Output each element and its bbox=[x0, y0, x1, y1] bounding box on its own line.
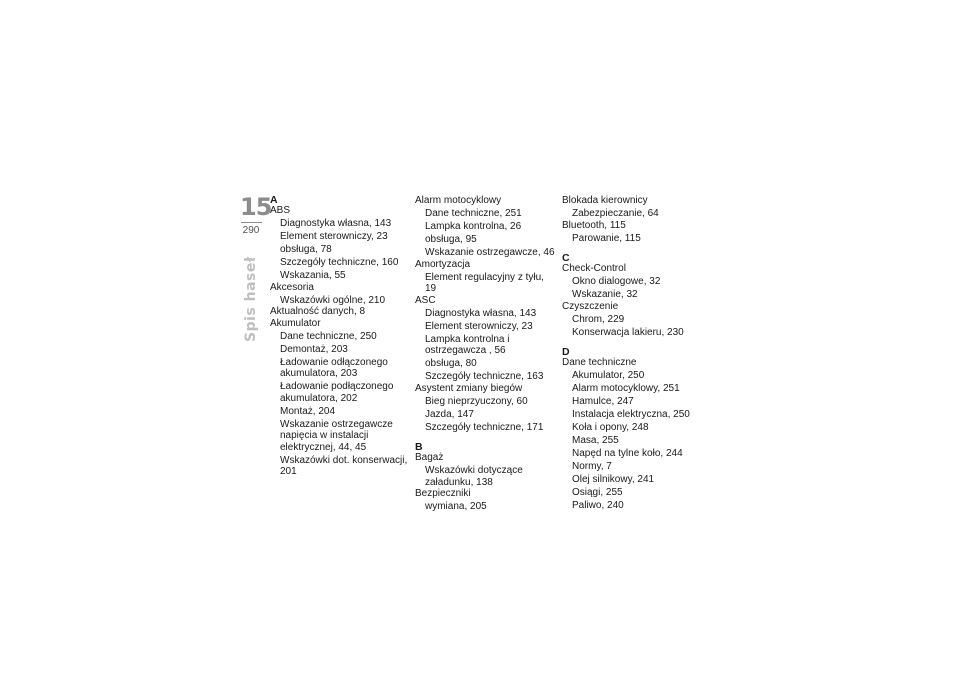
index-entry bbox=[562, 357, 702, 512]
index-subentry: Lampka kontrolna, 26 bbox=[425, 221, 522, 232]
index-subentry: Demontaż, 203 bbox=[280, 343, 348, 355]
index-subentry: Element sterowniczy, 23 bbox=[280, 231, 388, 242]
index-term: Blokada kierownicy bbox=[562, 195, 648, 206]
index-letter: B bbox=[415, 441, 423, 453]
chapter-rule bbox=[241, 222, 262, 223]
index-subentry: obsługa, 78 bbox=[280, 244, 332, 255]
index-term: Akcesoria bbox=[270, 281, 314, 293]
index-subentry: Dane techniczne, 250 bbox=[280, 330, 377, 342]
index-subentry: Osiągi, 255 bbox=[572, 487, 623, 498]
index-letter: D bbox=[562, 346, 570, 358]
index-subentry: Akumulator, 250 bbox=[572, 370, 645, 381]
index-term: Dane techniczne bbox=[562, 357, 637, 368]
index-subentry: obsługa, 95 bbox=[425, 234, 477, 245]
index-entry bbox=[415, 259, 555, 295]
index-term: Bagaż bbox=[415, 452, 444, 463]
index-subentry: Szczegóły techniczne, 163 bbox=[425, 371, 544, 382]
index-subentry: Wskazania, 55 bbox=[280, 270, 346, 281]
index-term: Alarm motocyklowy bbox=[415, 195, 502, 206]
index-term: Aktualność danych, 8 bbox=[270, 306, 366, 317]
index-term: Check-Control bbox=[562, 263, 626, 274]
index-term: Amortyzacja bbox=[415, 258, 471, 270]
index-entry bbox=[270, 306, 410, 318]
index-subentry: Wskazanie ostrzegawcze napięcia w instalacji elektrycznej, 44, 45 bbox=[280, 418, 393, 453]
index-entry bbox=[415, 195, 555, 259]
index-term: Bluetooth, 115 bbox=[562, 219, 626, 231]
index-term: ASC bbox=[415, 294, 436, 306]
index-subentry: Wskazówki dot. konserwacji, 201 bbox=[280, 454, 408, 477]
index-subentry: Chrom, 229 bbox=[572, 313, 625, 325]
index-subentry: Koła i opony, 248 bbox=[572, 422, 649, 433]
index-entry bbox=[270, 318, 410, 478]
index-entry bbox=[562, 220, 702, 245]
index-entry bbox=[415, 452, 555, 488]
index-subentry: Wskazanie ostrzegawcze, 46 bbox=[425, 247, 555, 258]
index-subentry: Zabezpieczanie, 64 bbox=[572, 208, 659, 219]
index-entry bbox=[270, 282, 410, 307]
index-subentry: Bieg nieprzyuczony, 60 bbox=[425, 395, 528, 407]
index-subentry: Montaż, 204 bbox=[280, 405, 336, 417]
index-subentry: Element regulacyjny z tyłu, 19 bbox=[425, 271, 544, 294]
index-subentry: Normy, 7 bbox=[572, 461, 612, 472]
index-column-3 bbox=[562, 195, 702, 512]
index-entry bbox=[562, 301, 702, 339]
index-subentry: Alarm motocyklowy, 251 bbox=[572, 383, 680, 394]
index-subentry: Element sterowniczy, 23 bbox=[425, 320, 533, 332]
index-entry bbox=[270, 205, 410, 282]
page-number: 290 bbox=[242, 225, 260, 236]
index-subentry: Konserwacja lakieru, 230 bbox=[572, 326, 684, 338]
index-entry bbox=[562, 195, 702, 220]
index-subentry: Szczegóły techniczne, 160 bbox=[280, 257, 399, 268]
index-term: Czyszczenie bbox=[562, 300, 619, 312]
index-subentry: Instalacja elektryczna, 250 bbox=[572, 409, 690, 420]
index-subentry: Dane techniczne, 251 bbox=[425, 208, 522, 219]
index-subentry: Wskazówki ogólne, 210 bbox=[280, 294, 386, 306]
chapter-number: 15 bbox=[240, 193, 272, 221]
index-subentry: Okno dialogowe, 32 bbox=[572, 276, 661, 287]
index-subentry: Szczegóły techniczne, 171 bbox=[425, 421, 544, 433]
section-title: Spis haseł bbox=[243, 256, 259, 342]
index-entry bbox=[415, 295, 555, 383]
index-subentry: Parowanie, 115 bbox=[572, 232, 641, 244]
index-subentry: Diagnostyka własna, 143 bbox=[280, 218, 392, 229]
index-subentry: Wskazanie, 32 bbox=[572, 289, 638, 300]
index-subentry: Ładowanie odłączonego akumulatora, 203 bbox=[280, 356, 388, 379]
index-subentry: Olej silnikowy, 241 bbox=[572, 474, 655, 485]
index-term: Asystent zmiany biegów bbox=[415, 382, 523, 394]
index-entry bbox=[415, 383, 555, 434]
index-entry bbox=[415, 488, 555, 513]
index-column-1 bbox=[270, 195, 410, 478]
index-entry bbox=[562, 263, 702, 301]
index-subentry: Lampka kontrolna i ostrzegawcza , 56 bbox=[425, 333, 510, 356]
index-subentry: Napęd na tylne koło, 244 bbox=[572, 448, 683, 459]
index-subentry: Wskazówki dotyczące załadunku, 138 bbox=[425, 465, 523, 488]
index-subentry: Ładowanie podłączonego akumulatora, 202 bbox=[280, 381, 394, 404]
index-letter: A bbox=[270, 194, 278, 206]
index-subentry: Diagnostyka własna, 143 bbox=[425, 307, 537, 319]
index-subentry: wymiana, 205 bbox=[425, 501, 487, 512]
index-term: Akumulator bbox=[270, 317, 321, 329]
index-letter: C bbox=[562, 252, 570, 264]
index-term: Bezpieczniki bbox=[415, 488, 471, 499]
index-column-2 bbox=[415, 195, 555, 513]
index-subentry: Paliwo, 240 bbox=[572, 500, 624, 511]
index-subentry: obsługa, 80 bbox=[425, 358, 477, 369]
index-subentry: Masa, 255 bbox=[572, 435, 619, 446]
index-term: ABS bbox=[270, 205, 291, 216]
index-subentry: Jazda, 147 bbox=[425, 408, 474, 420]
index-subentry: Hamulce, 247 bbox=[572, 396, 634, 407]
